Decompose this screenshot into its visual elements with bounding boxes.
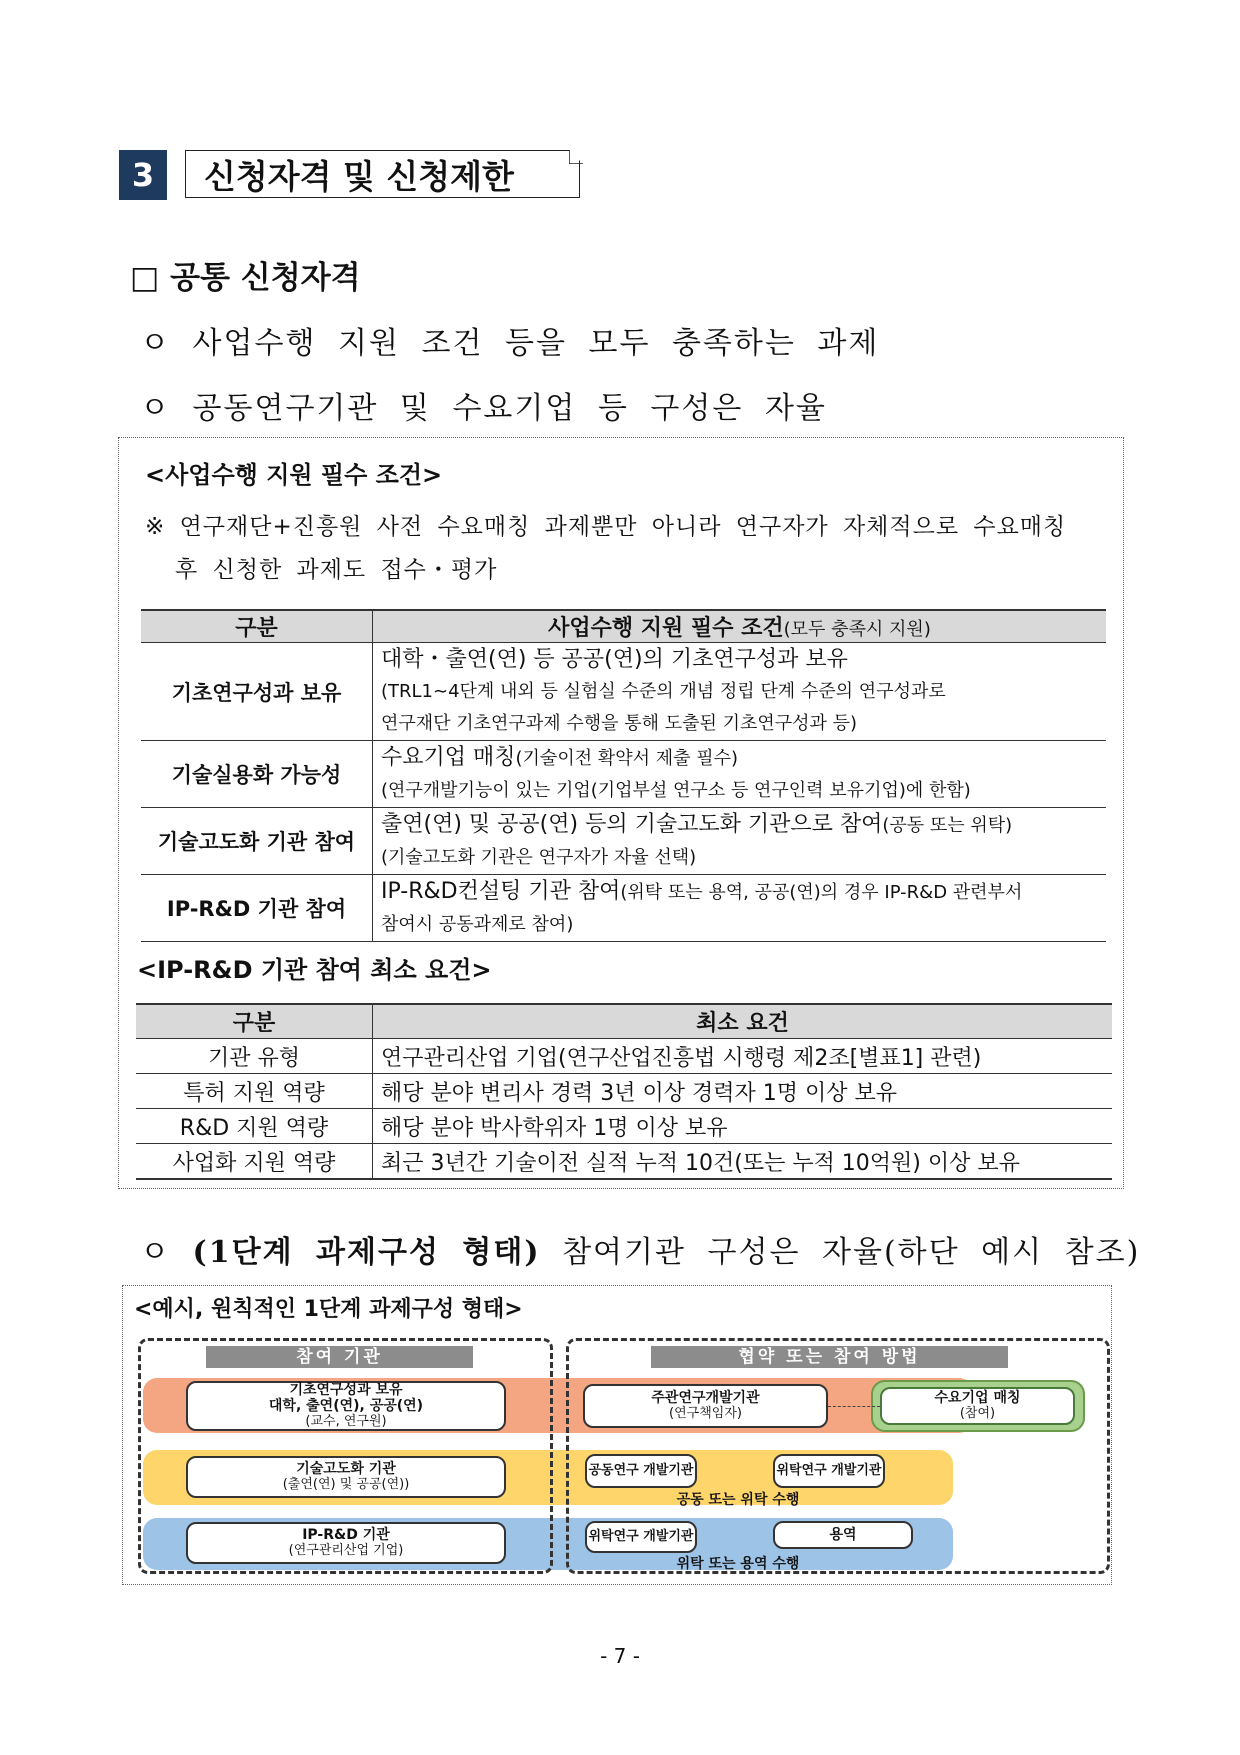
main-rnd-institution (583, 1384, 828, 1428)
pill-line: IP-R&D 기관 (302, 1527, 390, 1543)
table-header-row (141, 610, 1106, 643)
inst-tech-advancement (186, 1456, 506, 1498)
row-main-note: (공동 또는 위탁) (882, 815, 1013, 836)
common-heading: □ 공통 신청자격 (130, 260, 361, 296)
column-header (373, 610, 1107, 643)
pill-line: 기초연구성과 보유 (289, 1382, 403, 1398)
consign-rnd-institution (773, 1454, 885, 1488)
row-line: 대학・출연(연) 등 공공(연)의 기초연구성과 보유 (381, 646, 848, 672)
row-label: 기술고도화 기관 참여 (141, 808, 373, 875)
row-value: 해당 분야 박사학위자 1명 이상 보유 (373, 1109, 1113, 1144)
row-main-note: (기술이전 확약서 제출 필수) (515, 748, 738, 769)
pill-line: (연구관리산업 기업) (288, 1543, 404, 1558)
bullet-item: ㅇ 공동연구기관 및 수요기업 등 구성은 자율 (140, 391, 827, 426)
pill-line: (교수, 연구원) (305, 1414, 387, 1429)
inst-basic-research (186, 1381, 506, 1431)
demand-matching (880, 1387, 1075, 1425)
connector-line (828, 1406, 880, 1407)
section-number: 3 (119, 150, 167, 200)
row-label: 특허 지원 역량 (136, 1074, 373, 1109)
stage-bullet (140, 1227, 1140, 1271)
row-content (373, 875, 1107, 942)
pill-line: 기술고도화 기관 (296, 1461, 396, 1477)
note-line: ※ 연구재단+진흥원 사전 수요매칭 과제뿐만 아니라 연구자가 자체적으로 수요매칭 (145, 514, 1067, 540)
ip-rd-requirements-table (136, 1003, 1112, 1180)
ip-rd-title: <IP-R&D 기관 참여 최소 요건> (137, 956, 492, 984)
row-label: 기초연구성과 보유 (141, 643, 373, 741)
stage-structure-diagram (138, 1338, 1110, 1574)
row-content (373, 808, 1107, 875)
pill-line: 위탁연구 개발기관 (776, 1463, 882, 1478)
service-contract (773, 1521, 913, 1549)
table-row (141, 808, 1106, 875)
row-content (373, 741, 1107, 808)
pill-line: 대학, 출연(연), 공공(연) (268, 1398, 424, 1414)
note-line: 후 신청한 과제도 접수・평가 (175, 557, 498, 583)
row-value: 최근 3년간 기술이전 실적 누적 10건(또는 누적 10억원) 이상 보유 (373, 1144, 1113, 1180)
consign-rnd-institution-2 (585, 1521, 697, 1553)
row-label: IP-R&D 기관 참여 (141, 875, 373, 942)
row-label: R&D 지원 역량 (136, 1109, 373, 1144)
pill-line: 수요기업 매칭 (934, 1390, 1021, 1406)
column-header-main: 사업수행 지원 필수 조건 (548, 616, 784, 641)
row-main-note: (위탁 또는 용역, 공공(연)의 경우 IP-R&D 관련부서 (620, 882, 1023, 903)
row-label: 기술실용화 가능성 (141, 741, 373, 808)
table-header-row (136, 1004, 1112, 1039)
example-title: <예시, 원칙적인 1단계 과제구성 형태> (134, 1297, 523, 1322)
row2-caption: 공동 또는 위탁 수행 (676, 1492, 800, 1508)
pill-line: 용역 (829, 1527, 857, 1543)
column-header-note: (모두 충족시 지원) (783, 619, 931, 640)
bullet-marker: ㅇ (140, 1235, 171, 1270)
pill-line: (출연(연) 및 공공(연)) (282, 1477, 410, 1492)
row-content (373, 643, 1107, 741)
row-label: 사업화 지원 역량 (136, 1144, 373, 1180)
row-label: 기관 유형 (136, 1039, 373, 1074)
pill-line: 주관연구개발기관 (651, 1390, 760, 1406)
column-header: 구분 (141, 610, 373, 643)
row-line: (TRL1∼4단계 내외 등 실험실 수준의 개념 정립 단계 수준의 연구성과로 (381, 680, 946, 702)
row-main: 출연(연) 및 공공(연) 등의 기술고도화 기관으로 참여 (381, 812, 883, 837)
row-value: 연구관리산업 기업(연구산업진흥법 시행령 제2조[별표1] 관련) (373, 1039, 1113, 1074)
table-row (141, 875, 1106, 942)
pill-line: (참여) (959, 1406, 996, 1421)
requirements-table (141, 609, 1106, 942)
column-header: 최소 요건 (373, 1004, 1113, 1039)
row-line: 참여시 공동과제로 참여) (381, 914, 574, 935)
participant-header: 참여 기관 (206, 1346, 473, 1368)
table-row (136, 1109, 1112, 1144)
row-main: IP-R&D컨설팅 기관 참여 (381, 879, 621, 904)
joint-rnd-institution (585, 1454, 697, 1488)
bullet-item: ㅇ 사업수행 지원 조건 등을 모두 충족하는 과제 (140, 326, 880, 361)
bullet-text: 참여기관 구성은 자율(하단 예시 참조) (562, 1235, 1141, 1270)
row-main: 수요기업 매칭 (381, 745, 516, 770)
pill-line: 위탁연구 개발기관 (588, 1529, 694, 1544)
page-fold-icon (569, 150, 583, 164)
table-row (141, 643, 1106, 741)
row-line: (연구개발기능이 있는 기업(기업부설 연구소 등 연구인력 보유기업)에 한함) (381, 780, 971, 801)
row-line: (기술고도화 기관은 연구자가 자율 선택) (381, 847, 697, 868)
requirements-title: <사업수행 지원 필수 조건> (145, 461, 443, 489)
table-row (136, 1144, 1112, 1180)
page-number: - 7 - (600, 1644, 640, 1668)
pill-line: 공동연구 개발기관 (588, 1463, 694, 1478)
column-header: 구분 (136, 1004, 373, 1039)
row3-caption: 위탁 또는 용역 수행 (676, 1556, 800, 1572)
inst-ip-rnd (186, 1522, 506, 1564)
section-title: 신청자격 및 신청제한 (185, 150, 580, 198)
pill-line: (연구책임자) (669, 1406, 742, 1421)
row-line: 연구재단 기초연구과제 수행을 통해 도출된 기초연구성과 등) (381, 712, 858, 734)
table-row (141, 741, 1106, 808)
table-row (136, 1074, 1112, 1109)
bullet-bold: (1단계 과제구성 형태) (192, 1235, 541, 1270)
table-row (136, 1039, 1112, 1074)
row-value: 해당 분야 변리사 경력 3년 이상 경력자 1명 이상 보유 (373, 1074, 1113, 1109)
method-header: 협약 또는 참여 방법 (651, 1346, 1008, 1368)
